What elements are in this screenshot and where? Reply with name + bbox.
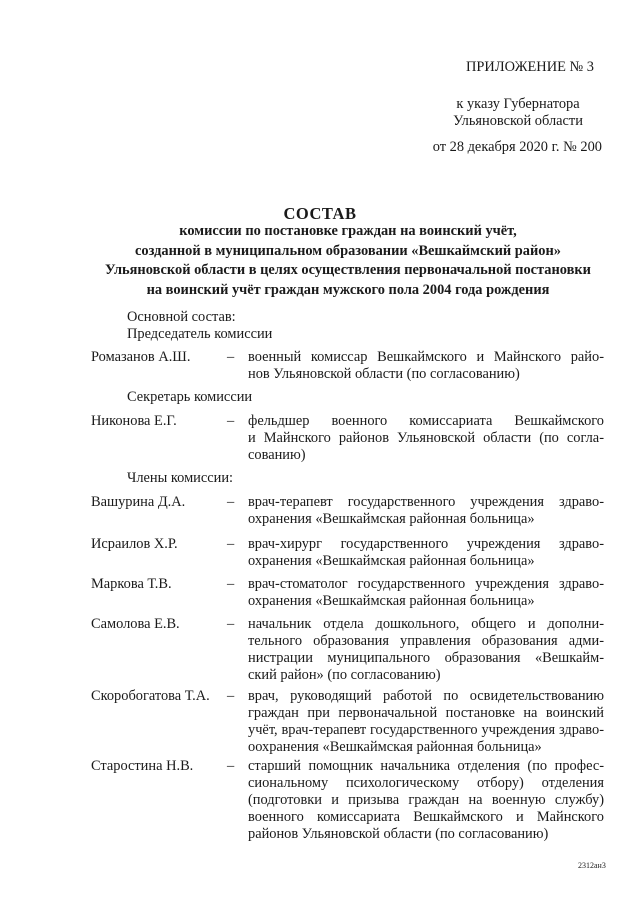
footer-code: 2312ан3 xyxy=(578,861,606,870)
description-line: (подготовки и призыва граждан на военную службу) xyxy=(248,792,604,808)
member-dash: – xyxy=(227,688,235,704)
description-line: оохранения «Вешкаймская районная больница» xyxy=(248,739,542,755)
section-secretary: Секретарь комиссии xyxy=(127,389,253,405)
document-subtitle xyxy=(88,222,608,300)
member-name: Самолова Е.В. xyxy=(91,616,180,632)
member-description xyxy=(248,494,604,528)
member-description xyxy=(248,688,604,756)
description-line: военного комиссариата Вешкаймского и Майнского xyxy=(248,809,604,825)
member-dash: – xyxy=(227,616,235,632)
description-line: и Майнского районов Ульяновской области (по согла- xyxy=(248,430,604,446)
member-dash: – xyxy=(227,494,235,510)
description-line: учёт, врач-терапевт государственного учреждения здраво- xyxy=(248,722,604,738)
member-dash: – xyxy=(227,576,235,592)
member-name: Ромазанов А.Ш. xyxy=(91,349,191,365)
section-main-composition: Основной состав: xyxy=(127,309,236,325)
subtitle-line: Ульяновской области в целях осуществления первоначальной постановки xyxy=(105,262,591,278)
description-line: сованию) xyxy=(248,447,306,463)
description-line: военный комиссар Вешкаймского и Майнского райо- xyxy=(248,349,604,365)
document-title: СОСТАВ xyxy=(283,204,357,223)
member-description xyxy=(248,413,604,464)
member-name: Вашурина Д.А. xyxy=(91,494,186,510)
member-description xyxy=(248,616,604,684)
description-line: фельдшер военного комиссариата Вешкаймского xyxy=(248,413,604,429)
member-dash: – xyxy=(227,536,235,552)
member-description xyxy=(248,536,604,570)
description-line: тельного образования управления образования адми- xyxy=(248,633,604,649)
appendix-number: ПРИЛОЖЕНИЕ № 3 xyxy=(466,59,594,75)
decree-line: Ульяновской области xyxy=(453,113,583,129)
subtitle-line: созданной в муниципальном образовании «Вешкаймский район» xyxy=(135,242,561,259)
description-line: врач-стоматолог государственного учреждения здраво- xyxy=(248,576,604,592)
description-line: ский район» (по согласованию) xyxy=(248,667,441,683)
decree-line: к указу Губернатора xyxy=(456,96,580,112)
member-name: Старостина Н.В. xyxy=(91,758,194,774)
decree-date: от 28 декабря 2020 г. № 200 xyxy=(432,139,602,155)
subtitle-line: на воинский учёт граждан мужского пола 2004 года рождения xyxy=(146,281,550,298)
member-dash: – xyxy=(227,413,235,429)
description-line: врач-хирург государственного учреждения здраво- xyxy=(248,536,604,552)
description-line: сиональному психологическому отбору) отделения xyxy=(248,775,604,791)
member-dash: – xyxy=(227,349,235,365)
member-description xyxy=(248,576,604,610)
description-line: нов Ульяновской области (по согласованию) xyxy=(248,366,520,382)
description-line: охранения «Вешкаймская районная больница» xyxy=(248,511,535,527)
section-members: Члены комиссии: xyxy=(127,470,234,486)
description-line: граждан при первоначальной постановке на воинский xyxy=(248,705,604,721)
description-line: районов Ульяновской области (по согласованию) xyxy=(248,826,549,842)
member-name: Никонова Е.Г. xyxy=(91,413,177,429)
description-line: врач-терапевт государственного учреждения здраво- xyxy=(248,494,604,510)
member-description xyxy=(248,349,604,383)
description-line: старший помощник начальника отделения (по профес- xyxy=(248,758,604,774)
member-name: Маркова Т.В. xyxy=(91,576,172,592)
subtitle-line: комиссии по постановке граждан на воинский учёт, xyxy=(179,223,517,239)
description-line: охранения «Вешкаймская районная больница» xyxy=(248,553,535,569)
description-line: нистрации муниципального образования «Вешкайм- xyxy=(248,650,604,666)
description-line: врач, руководящий работой по освидетельствованию xyxy=(248,688,604,704)
member-dash: – xyxy=(227,758,235,774)
member-description xyxy=(248,758,604,843)
section-chairman: Председатель комиссии xyxy=(127,326,273,342)
description-line: начальник отдела дошкольного, общего и дополни- xyxy=(248,616,604,632)
member-name: Исраилов Х.Р. xyxy=(91,536,178,552)
description-line: охранения «Вешкаймская районная больница» xyxy=(248,593,535,609)
member-name: Скоробогатова Т.А. xyxy=(91,688,210,704)
decree-reference xyxy=(433,96,603,130)
